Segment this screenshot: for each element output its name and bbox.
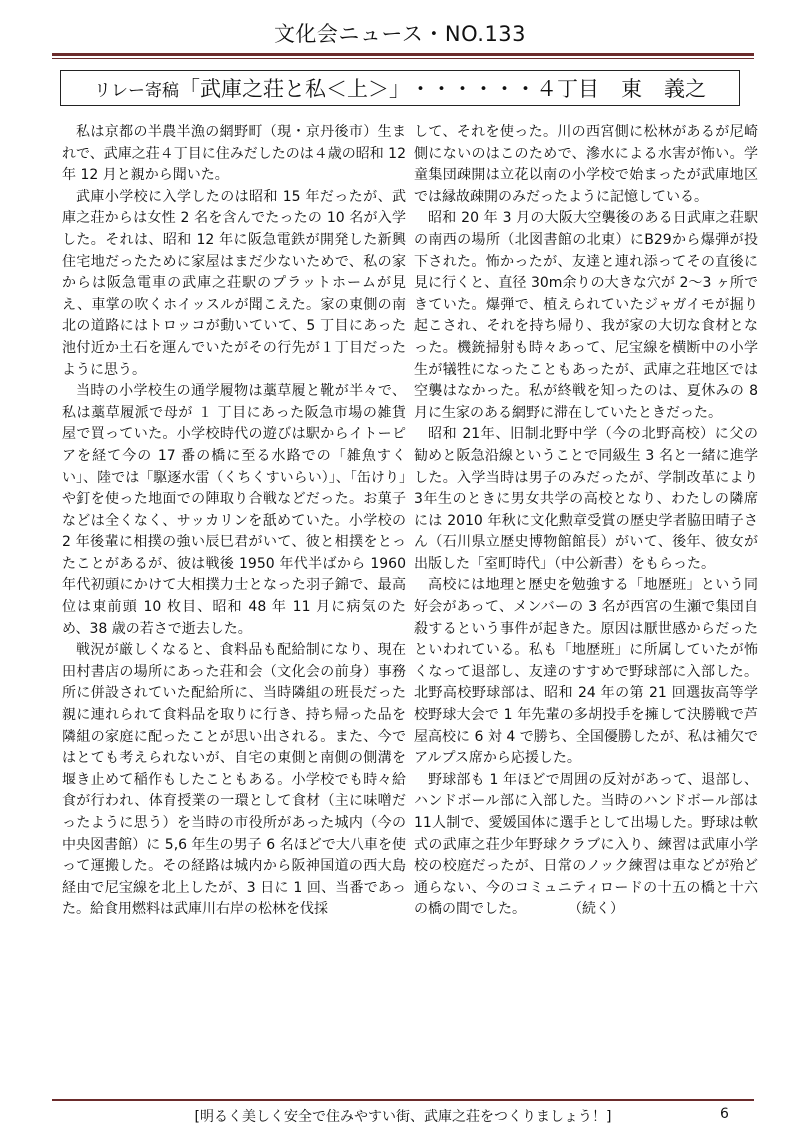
left-column (62, 122, 406, 921)
paragraph: 当時の小学校生の通学履物は藁草履と靴が半々で、私は藁草履派で母が １ 丁目にあった阪急市場の雑貨屋で買っていた。小学校時代の遊びは駅からイトーピアを経て今の 17 番の橋に至る水路での「雑魚すくい」、陸では「駆逐水雷（くちくすいらい）」、「缶けり」や釘を使った地面での陣取り合戦などだった。お菓子などは全くなく、サッカリンを舐めていた。小学校の 2 年後輩に相撲の強い辰巳君がいて、彼と相撲をとったことがあるが、彼は戦後 1950 年代半ばから 1960 年代初頭にかけて大相撲力士となった羽子錦で、最高位は東前頭 10 枚目、昭和 48 年 11 月に病気のため、38 歳の若さで逝去した。 (62, 383, 406, 637)
paragraph: 昭和 20 年 3 月の大阪大空襲後のある日武庫之荘駅の南西の場所（北図書館の北東）にB29から爆弾が投下された。怖かったが、友達と連れ添ってその直後に見に行くと、直径 30m余りの大きな穴が 2～3 ヶ所できていた。爆弾で、植えられていたジャガイモが掘り起こされ、それを持ち帰り、我が家の大切な食材となった。機銃掃射も時々あって、尼宝線を横断中の小学生が犠牲になったこともあったが、武庫之荘地区では空襲はなかった。私が終戦を知ったのは、夏休みの 8 月に生家のある網野に滞在していたときだった。 (414, 210, 758, 421)
series-label: リレー寄稿 (94, 80, 179, 101)
article-title-box (60, 70, 740, 106)
footer-rule (52, 1099, 754, 1101)
paragraph: 昭和 21年、旧制北野中学（今の北野高校）に父の勧めと阪急沿線ということで同級生 3 名と一緒に進学した。入学当時は男子のみだったが、学制改革により3年生のときに男女共学の高校となり、わたしの隣席には 2010 年秋に文化勲章受賞の歴史学者脇田晴子さん（石川県立歴史博物館館長）がいて、後年、彼女が出版した「室町時代」（中公新書）をもらった。 (414, 426, 758, 572)
title-leader-dots: ・・・・・・ (410, 77, 536, 101)
paragraph: 戦況が厳しくなると、食料品も配給制になり、現在田村書店の場所にあった荘和会（文化会の前身）事務所に併設されていた配給所に、当時隣組の班長だった親に連れられて食料品を取りに行き、持ち帰った品を隣組の家庭に配ったことが思い出される。また、今ではとても考えられないが、自宅の東側と南側の側溝を堰き止めて稲作もしたこともある。小学校でも時々給食が行われ、体育授業の一環として食材（主に味噌だったように思う）を当時の市役所があった城内（今の中央図書館）に 5,6 年生の男子 6 名ほどで大八車を使って運搬した。その経路は城内から阪神国道の西大島経由で尼宝線を北上したが、3 日に 1 回、当番であった。給食用燃料は武庫川右岸の松林を伐採 (62, 642, 406, 918)
article-title: 「武庫之荘と私＜上＞」 (179, 77, 410, 101)
newsletter-header: 文化会ニュース・NO.133 (273, 22, 527, 46)
author-given-name: 義之 (664, 77, 706, 101)
paragraph: 私は京都の半農半漁の網野町（現・京丹後市）生まれで、武庫之荘４丁目に住みだしたのは４歳の昭和 12 年 12 月と親から聞いた。 (62, 124, 406, 184)
author-surname: 東 (621, 77, 642, 101)
footer-slogan: [明るく美しく安全で住みやすい街、武庫之荘をつくりましょう！] (194, 1109, 612, 1125)
header-rule-thin (52, 58, 754, 59)
page-number: 6 (720, 1106, 729, 1122)
header-rule-thick (52, 53, 754, 56)
paragraph-continued: して、それを使った。川の西宮側に松林があるが尼崎側にないのはこのためで、滲水による水害が怖い。学童集団疎開は立花以南の小学校で始まったが武庫地区では縁故疎開のみだったように記憶している。 (414, 124, 758, 205)
paragraph: 野球部も 1 年ほどで周囲の反対があって、退部し、ハンドボール部に入部した。当時のハンドボール部は 11人制で、愛媛国体に選手として出場した。野球は軟式の武庫之荘少年野球クラブに入り、練習は武庫小学校の校庭だったが、日常のノック練習は車などが殆ど通らない、今のコミュニティロードの十五の橋と十六の橋の間でした。 （続く） (414, 771, 758, 918)
paragraph: 高校には地理と歴史を勉強する「地歴班」という同好会があって、メンバーの 3 名が西宮の生瀬で集団自殺するという事件が起きた。原因は厭世感からだったといわれている。私も「地歴班」に所属していたが怖くなって退部し、友達のすすめで野球部に入部した。北野高校野球部は、昭和 24 年の第 21 回選抜高等学校野球大会で 1 年先輩の多胡投手を擁して決勝戦で芦屋高校に 6 対 4 で勝ち、全国優勝したが、私は補欠でアルプス席から応援した。 (414, 577, 758, 767)
paragraph: 武庫小学校に入学したのは昭和 15 年だったが、武庫之荘からは女性 2 名を含んでたったの 10 名が入学した。それは、昭和 12 年に阪急電鉄が開発した新興住宅地だったために家屋はまだ少ないためで、私の家からは阪急電車の武庫之荘駅のプラットホームが見え、車掌の吹くホイッスルが聞こえた。家の東側の南北の道路にはトロッコが動いていて、5 丁目にあった池付近か土石を運んでいたがその行先が１丁目だったように思う。 (62, 188, 406, 378)
author-address: ４丁目 (536, 77, 599, 101)
right-column (414, 122, 758, 921)
